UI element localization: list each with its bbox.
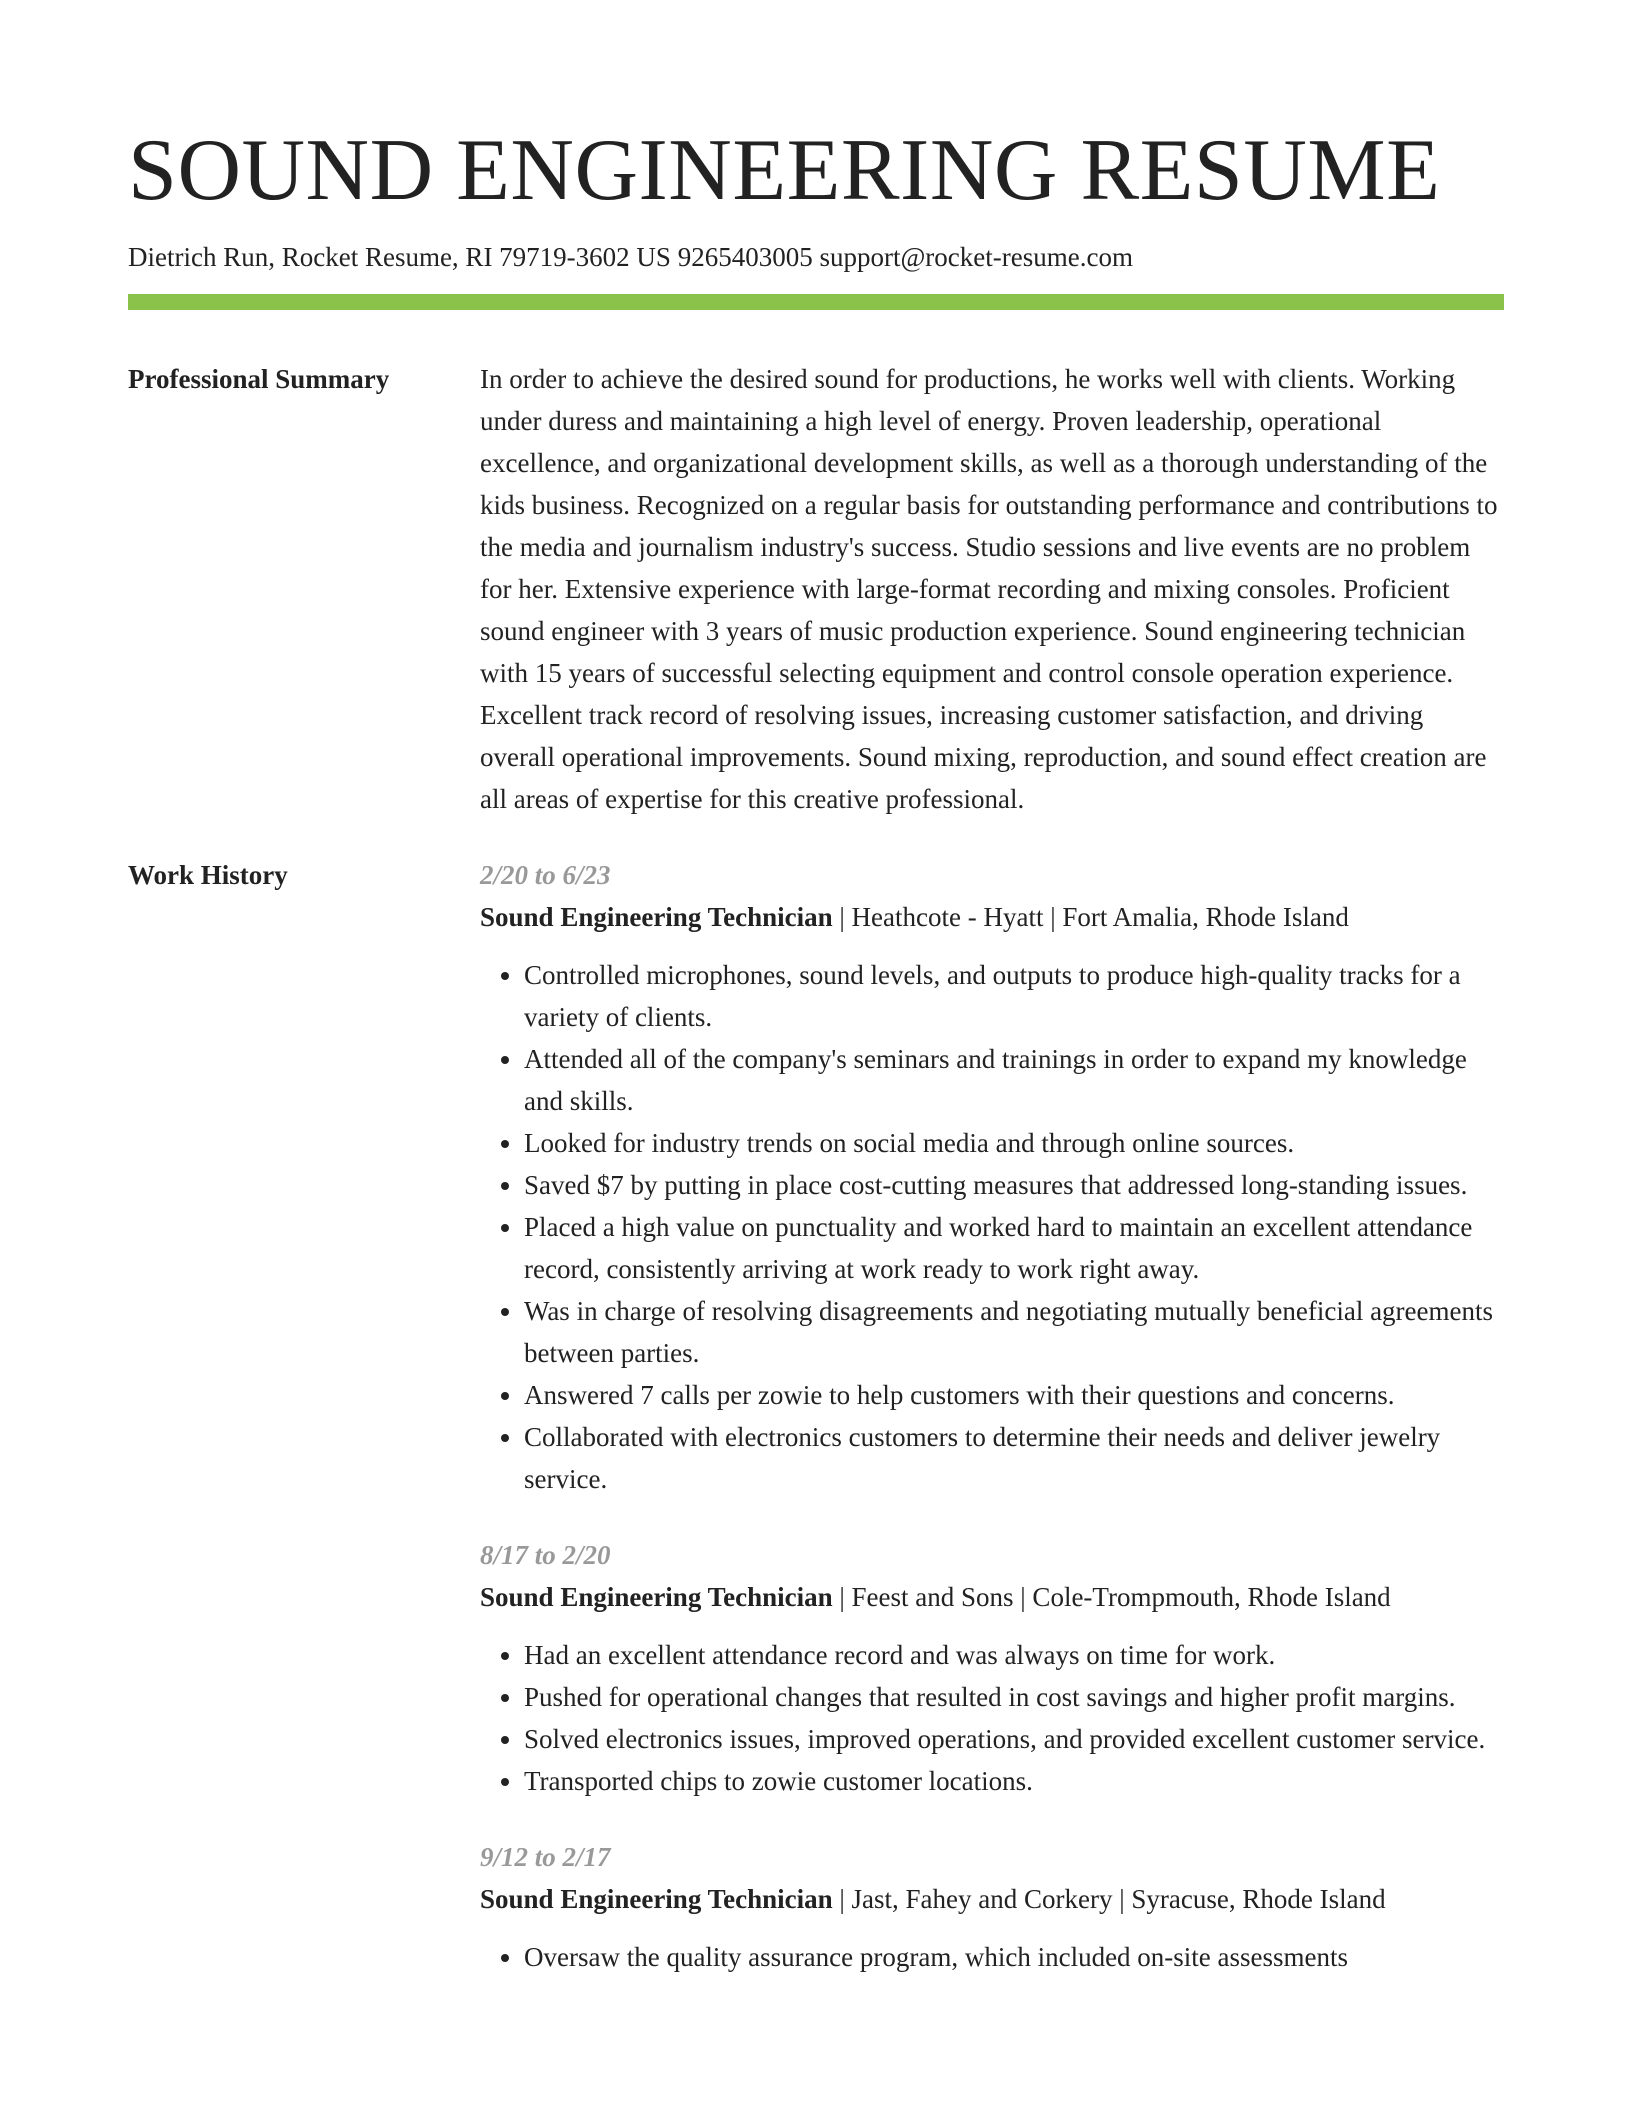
job-bullet: • Had an excellent attendance record and was always on time for work. (524, 1634, 1504, 1676)
resume-title: SOUND ENGINEERING RESUME (128, 122, 1441, 219)
job-entry (480, 854, 1504, 1500)
summary-heading: Professional Summary (128, 364, 390, 394)
summary-text: In order to achieve the desired sound for productions, he works well with clients. Working under duress and maintaining a high level of energy. Proven leadership, operational excellence, and organizational development skills, as well as a thorough understanding of the kids business. Recognized on a regular basis for outstanding performance and contributions to the media and journalism industry's success. Studio sessions and live events are no problem for her. Extensive experience with large-format recording and mixing consoles. Proficient sound engineer with 3 years of music production experience. Sound engineering technician with 15 years of successful selecting equipment and control console operation experience. Excellent track record of resolving issues, increasing customer satisfaction, and driving overall operational improvements. Sound mixing, reproduction, and sound effect creation are all areas of expertise for this creative professional. (480, 364, 1498, 814)
job-employer-location: | Jast, Fahey and Corkery | Syracuse, Rhode Island (832, 1884, 1386, 1914)
job-bullet: • Was in charge of resolving disagreements and negotiating mutually beneficial agreements between parties. (524, 1290, 1504, 1374)
job-entry (480, 1534, 1504, 1802)
job-bullet: • Collaborated with electronics customers to determine their needs and deliver jewelry service. (524, 1416, 1504, 1500)
resume-page (128, 0, 1504, 2012)
job-bullet-list (480, 954, 1504, 1500)
job-title-line (480, 1576, 1504, 1618)
job-bullet: • Solved electronics issues, improved operations, and provided excellent customer service. (524, 1718, 1504, 1760)
job-bullet: • Placed a high value on punctuality and worked hard to maintain an excellent attendance record, consistently arriving at work ready to work right away. (524, 1206, 1504, 1290)
job-title-line (480, 896, 1504, 938)
job-bullet: • Attended all of the company's seminars and trainings in order to expand my knowledge and skills. (524, 1038, 1504, 1122)
work-history-section (128, 854, 1504, 2012)
job-bullet: • Answered 7 calls per zowie to help customers with their questions and concerns. (524, 1374, 1504, 1416)
job-title-line (480, 1878, 1504, 1920)
work-history-heading: Work History (128, 860, 288, 890)
summary-section (128, 358, 1504, 820)
job-bullet: • Looked for industry trends on social media and through online sources. (524, 1122, 1504, 1164)
job-bullet: • Pushed for operational changes that resulted in cost savings and higher profit margins. (524, 1676, 1504, 1718)
work-history-body (480, 854, 1504, 2012)
job-title: Sound Engineering Technician (480, 1582, 833, 1612)
job-dates: 2/20 to 6/23 (480, 860, 611, 890)
job-bullet-list (480, 1634, 1504, 1802)
job-bullet: • Saved $7 by putting in place cost-cutting measures that addressed long-standing issues. (524, 1164, 1504, 1206)
job-title: Sound Engineering Technician (480, 1884, 833, 1914)
job-title: Sound Engineering Technician (480, 902, 833, 932)
job-bullet: • Controlled microphones, sound levels, and outputs to produce high-quality tracks for a variety of clients. (524, 954, 1504, 1038)
job-employer-location: | Feest and Sons | Cole-Trompmouth, Rhode Island (832, 1582, 1391, 1612)
job-employer-location: | Heathcote - Hyatt | Fort Amalia, Rhode Island (832, 902, 1349, 932)
job-bullet: • Oversaw the quality assurance program, which included on-site assessments (524, 1936, 1504, 1978)
job-bullet-list (480, 1936, 1504, 1978)
job-dates: 9/12 to 2/17 (480, 1842, 611, 1872)
summary-body (480, 358, 1504, 820)
job-dates: 8/17 to 2/20 (480, 1540, 611, 1570)
job-entry (480, 1836, 1504, 1978)
header-accent-rule (128, 294, 1504, 310)
contact-line: Dietrich Run, Rocket Resume, RI 79719-3602 US 9265403005 support@rocket-resume.com (128, 242, 1133, 272)
job-bullet: • Transported chips to zowie customer locations. (524, 1760, 1504, 1802)
